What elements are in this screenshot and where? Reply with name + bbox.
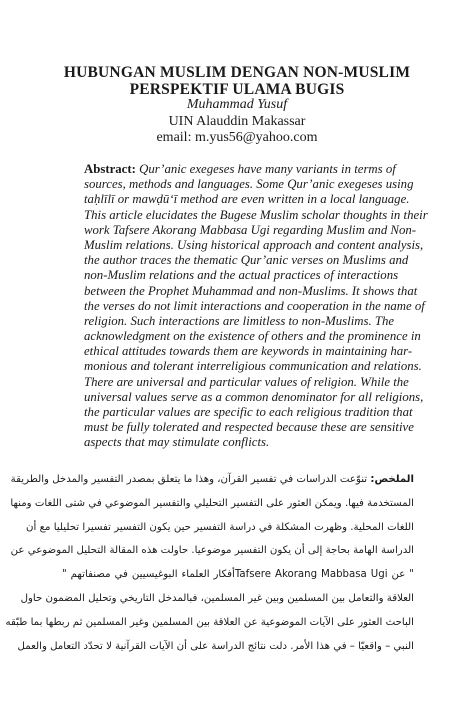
abstract-line: must be fully tolerated and respected because these are sensitive — [84, 420, 414, 435]
abstract-line — [84, 162, 396, 177]
abstract-line: religion. Such interactions are limitless to non-Muslims. The — [84, 313, 395, 328]
title-line: HUBUNGAN MUSLIM DENGAN NON-MUSLIM — [63, 64, 411, 81]
author-affiliation: UIN Alauddin Makassar — [168, 113, 306, 129]
arabic-line: " عن Tafsere Akorang Mabbasa Ugiأفكار العلماء البوغيسيين في مصنفاتهم " — [62, 569, 414, 581]
author-email: email: m.yus56@yahoo.com — [156, 130, 318, 145]
abstract-line: There are universal and particular values of religion. While the — [84, 374, 409, 389]
abstract-line: Muslim relations. Using historical approach and content analysis, — [84, 237, 424, 252]
title-line: PERSPEKTIF ULAMA BUGIS — [129, 81, 345, 98]
arabic-line: الباحث العثور على الآيات الموضوعية عن العلاقة بين المسلمين وغير المسلمين ثم ربطها بما طبّقه — [5, 616, 414, 628]
abstract-line: the verses do not limit interactions and cooperation in the name of — [84, 298, 425, 313]
abstract-line: the particular values are specific to each religious tradition that — [84, 405, 413, 419]
author-block — [60, 97, 414, 147]
paper-title — [60, 64, 414, 98]
abstract-line: monious and tolerant interreligious communication and relations. — [84, 359, 422, 374]
abstract-line: sources, methods and languages. Some Qur’anic exegeses using — [84, 177, 414, 192]
abstract-line: universal values serve as a common denominator for all religions, — [84, 389, 424, 404]
abstract-line: This article elucidates the Bugese Muslim scholar thoughts in their — [84, 207, 428, 222]
arabic-line — [10, 468, 414, 492]
abstract-arabic — [5, 468, 414, 658]
abstract-line: between the Prophet Muhammad and non-Muslims. It shows that — [84, 283, 418, 298]
arabic-abstract-label: الملخص: — [370, 474, 414, 485]
abstract-line-text: Qur’anic exegeses have many variants in terms of — [135, 162, 396, 176]
arabic-line-text: تنوّعت الدراسات في تفسير القرآن، وهذا ما يتعلق بمصدر التفسير والمدخل والطريقة — [10, 474, 371, 485]
abstract-line: the author traces the thematic Qur’anic verses on Muslims and — [84, 253, 409, 268]
abstract-line: aspects that may stimulate conflicts. — [84, 435, 270, 450]
arabic-line: الدراسة الهامة بحاجة إلى أن يكون التفسير موضوعيا. حاولت هذه المقالة التحليل الموضوعي عن — [10, 545, 414, 557]
author-name: Muhammad Yusuf — [186, 97, 288, 112]
arabic-line: العلاقة والتعامل بين المسلمين وبين غير المسلمين، فبالمدخل التاريخي وتحليل المضمون حاول — [20, 592, 414, 604]
abstract-label: Abstract: — [84, 162, 136, 176]
arabic-line: المستخدمة فيها. ويمكن العثور على التفسير التحليلي والتفسير الموضوعي في شتى اللغات ومنها — [10, 497, 414, 509]
arabic-line: اللغات المحلية. وظهرت المشكلة في دراسة التفسير حين يكون التفسير تفسيرا تحليليا مع أن — [26, 521, 414, 533]
abstract-line: taḥlīlī or mawḍū‘ī method are even written in a local language. — [84, 192, 410, 207]
arabic-line: النبي – واقعيّا – في هذا الأمر. دلت نتائج الدراسة على أن الآيات القرآنية لا تحدّد التعامل والعمل — [17, 640, 414, 652]
abstract-line: ethical attitudes towards them are keywords in maintaining har- — [84, 344, 413, 359]
abstract-english — [84, 162, 428, 451]
abstract-line: non-Muslim relations and the actual practices of interactions — [84, 268, 399, 283]
abstract-line: acknowledgment on the existence of others and the prominence in — [84, 329, 421, 344]
abstract-line: work Tafsere Akorang Mabbasa Ugi regarding Muslim and Non- — [84, 222, 417, 237]
